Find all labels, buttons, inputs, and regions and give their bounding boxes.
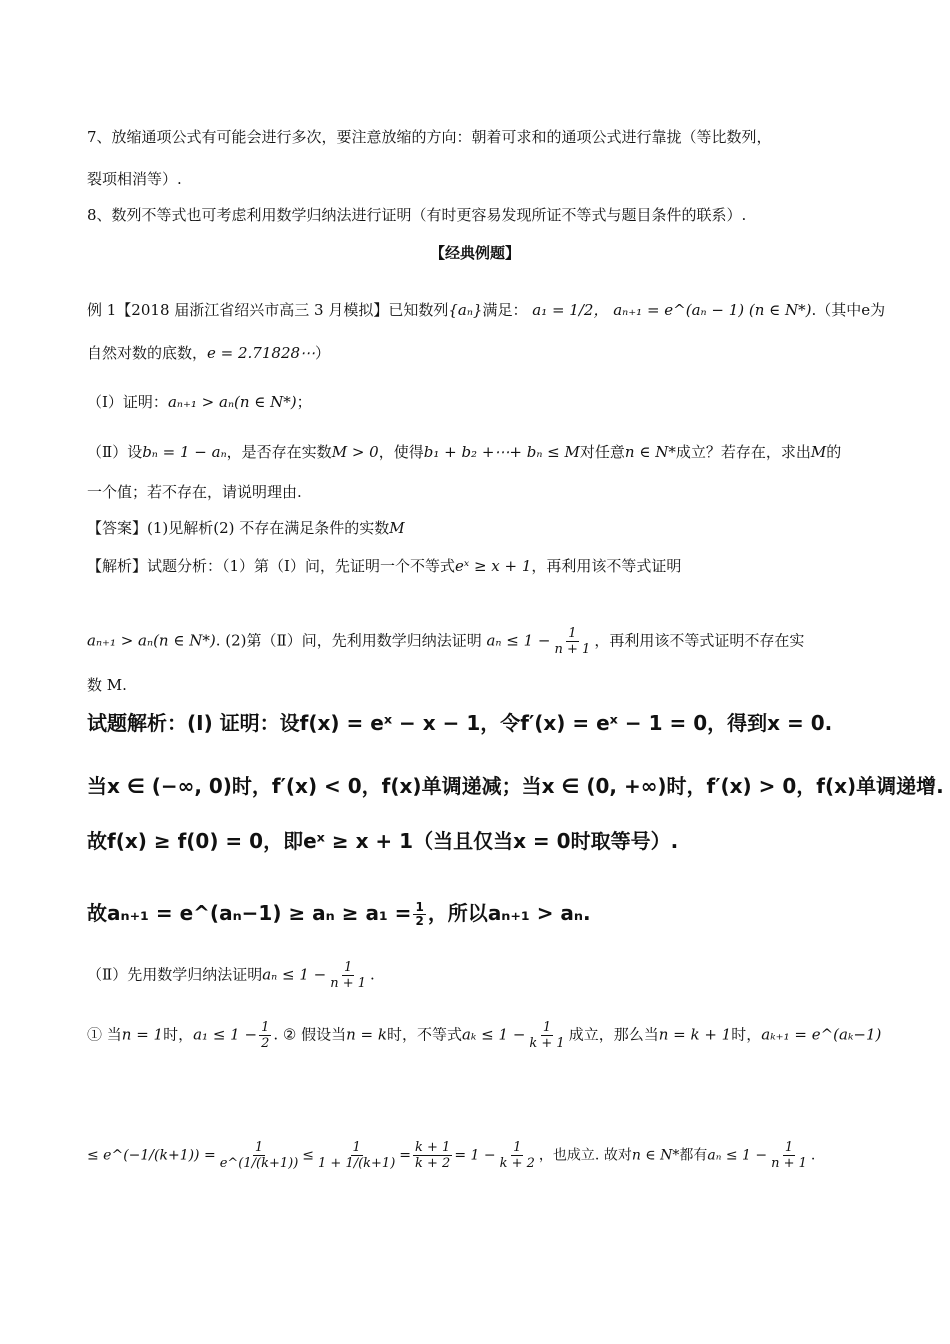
part-2-a: （Ⅱ）设 [87, 443, 143, 461]
part-1-math: aₙ₊₁ > aₙ(n ∈ N*) [167, 393, 297, 411]
part-2-g: 对任意 [579, 443, 625, 461]
analysis-line-2-ineq: aₙ ≤ 1 − [486, 631, 551, 650]
conclusion-a: ，也成立. 故对 [538, 1147, 632, 1164]
note-8: 8、数列不等式也可考虑利用数学归纳法进行证明（有时更容易发现所证不等式与题目条件的联系）. [87, 206, 747, 224]
part-2-intro-end: . [370, 965, 375, 984]
fraction-den: e^(1/(k+1)) [219, 1156, 299, 1171]
fraction-den: 2 [261, 1036, 270, 1051]
chain-c: = [399, 1147, 412, 1164]
fraction [316, 1140, 397, 1171]
step-2-expr: aₖ₊₁ = e^(aₖ−1) [761, 1025, 882, 1044]
part-2-h: n ∈ N* [624, 443, 676, 461]
fraction-den: k + 2 [499, 1156, 535, 1171]
fraction-den: n + 1 [330, 976, 367, 991]
fraction-den: 2 [415, 914, 424, 928]
analysis-line-1 [87, 556, 681, 576]
part-2-intro-text: （Ⅱ）先用数学归纳法证明 [87, 965, 263, 984]
fraction [259, 1020, 271, 1051]
solution-line-4-a: 故 [87, 901, 107, 925]
answer [87, 518, 405, 538]
example-prefix: 例 1【2018 届浙江省绍兴市高三 3 月模拟】已知数列 [87, 301, 449, 319]
fraction-num: 1 [784, 1140, 794, 1155]
conclusion-math: n ∈ N* [631, 1147, 680, 1164]
answer-var: M [389, 519, 405, 537]
example-line-2 [87, 343, 330, 363]
step-2-c: 成立，那么当 [568, 1025, 659, 1044]
part-2-line-2: 一个值；若不存在，请说明理由. [87, 483, 302, 501]
part-2-j: M [810, 443, 827, 461]
part-2-intro [87, 960, 375, 991]
analysis-line-3: 数 M. [87, 676, 127, 694]
fraction [328, 960, 368, 991]
part-1 [87, 392, 312, 412]
step-1-b: 时， [163, 1025, 194, 1044]
fraction [553, 626, 593, 657]
fraction [218, 1140, 301, 1171]
fraction-num: 1 [352, 1140, 361, 1155]
fraction [413, 1140, 452, 1171]
example-tail: .（其中e为 [811, 301, 886, 319]
analysis-ineq: eˣ ≥ x + 1 [454, 557, 532, 575]
conclusion-ineq: aₙ ≤ 1 − [707, 1147, 768, 1164]
fraction-num: 1 [542, 1020, 552, 1035]
example-cond2: aₙ₊₁ = e^(aₙ − 1) (n ∈ N*) [613, 301, 812, 319]
chain-d: = 1 − [454, 1147, 496, 1164]
section-title: 【经典例题】 [429, 244, 520, 262]
step-2-b: 时，不等式 [386, 1025, 462, 1044]
example-cond1: a₁ = 1/2， [532, 301, 609, 319]
fraction-num: 1 [343, 960, 353, 975]
answer-label: 【答案】(1)见解析(2) 不存在满足条件的实数 [87, 519, 390, 537]
analysis-line-1-end: ，再利用该不等式证明 [531, 557, 682, 575]
part-1-end: ； [296, 393, 312, 411]
note-7-line-1: 7、放缩通项公式有可能会进行多次，要注意放缩的方向：朝着可求和的通项公式进行靠拢（等比数列， [87, 128, 772, 146]
step-2-math: n = k [346, 1025, 387, 1044]
note-7-line-2: 裂项相消等）. [87, 170, 182, 188]
solution-line-4-end: aₙ₊₁ > aₙ. [487, 901, 591, 925]
solution-line-4-math: aₙ₊₁ = e^(aₙ−1) ≥ aₙ ≥ a₁ = [107, 901, 412, 925]
part-1-label: （Ⅰ）证明： [87, 393, 168, 411]
part-2-line-1 [87, 442, 841, 462]
analysis-line-1-text: 【解析】试题分析：（1）第（Ⅰ）问，先证明一个不等式 [87, 557, 455, 575]
conclusion-b: 都有 [679, 1147, 708, 1164]
fraction-num: 1 [513, 1140, 522, 1155]
fraction-num: 1 [568, 626, 577, 641]
fraction-num: 1 [261, 1020, 270, 1035]
fraction-den: k + 2 [415, 1156, 451, 1171]
fraction-den: k + 1 [529, 1036, 565, 1051]
step-1-ineq: a₁ ≤ 1 − [193, 1025, 258, 1044]
conclusion-end: . [810, 1147, 816, 1164]
fraction-num: 1 [415, 900, 424, 914]
example-close: ） [315, 344, 331, 362]
fraction-den: n + 1 [554, 642, 591, 657]
fraction [527, 1020, 566, 1051]
part-2-i: 成立？若存在，求出 [675, 443, 811, 461]
step-1: ① 当 [87, 1025, 122, 1044]
part-2-e: ，使得 [378, 443, 424, 461]
fraction [498, 1140, 537, 1171]
step-2-ineq: aₖ ≤ 1 − [461, 1025, 526, 1044]
fraction [769, 1140, 809, 1171]
example-seq: {aₙ} [448, 301, 483, 319]
part-2-c: ，是否存在实数 [226, 443, 332, 461]
analysis-line-2-math: aₙ₊₁ > aₙ(n ∈ N*) [87, 631, 216, 650]
analysis-line-2-mid: . (2)第（Ⅱ）问，先利用数学归纳法证明 [215, 631, 482, 650]
analysis-line-2-end: ，再利用该不等式证明不存在实 [594, 631, 805, 650]
analysis-line-2 [87, 626, 804, 657]
solution-line-4 [87, 900, 591, 928]
part-2-d: M > 0 [331, 443, 379, 461]
solution-line-2: 当x ∈ (−∞, 0)时，f′(x) < 0，f(x)单调递减；当x ∈ (0, +∞)时，f′(x) > 0，f(x)单调递增. [87, 774, 944, 798]
solution-line-3: 故f(x) ≥ f(0) = 0，即eˣ ≥ x + 1（当且仅当x = 0时取等号）. [87, 829, 679, 853]
step-2-math2: n = k + 1 [658, 1025, 732, 1044]
e-value: e = 2.71828⋯ [207, 344, 316, 362]
fraction-num: k + 1 [415, 1140, 451, 1155]
example-line-1 [87, 300, 885, 320]
part-2-b: bₙ = 1 − aₙ [142, 443, 227, 461]
part-2-intro-ineq: aₙ ≤ 1 − [262, 965, 327, 984]
part-2-f: b₁ + b₂ +⋯+ bₙ ≤ M [423, 443, 580, 461]
fraction-num: 1 [254, 1140, 264, 1155]
example-line2-text: 自然对数的底数， [87, 344, 208, 362]
example-satisfy: 满足： [482, 301, 528, 319]
fraction-den: n + 1 [771, 1156, 807, 1171]
chain-a: ≤ e^(−1/(k+1)) = [87, 1147, 216, 1164]
inequality-chain [87, 1140, 815, 1171]
fraction [413, 901, 425, 928]
step-1-math: n = 1 [121, 1025, 164, 1044]
step-2: . ② 假设当 [273, 1025, 347, 1044]
induction-step [87, 1020, 881, 1051]
solution-line-1: 试题解析：(Ⅰ) 证明：设f(x) = eˣ − x − 1，令f′(x) = eˣ − 1 = 0，得到x = 0. [87, 711, 833, 735]
chain-b: ≤ [302, 1147, 315, 1164]
step-2-d: 时， [731, 1025, 762, 1044]
solution-line-4-b: ，所以 [427, 901, 488, 925]
part-2-k: 的 [826, 443, 842, 461]
fraction-den: 1 + 1/(k+1) [318, 1156, 396, 1171]
